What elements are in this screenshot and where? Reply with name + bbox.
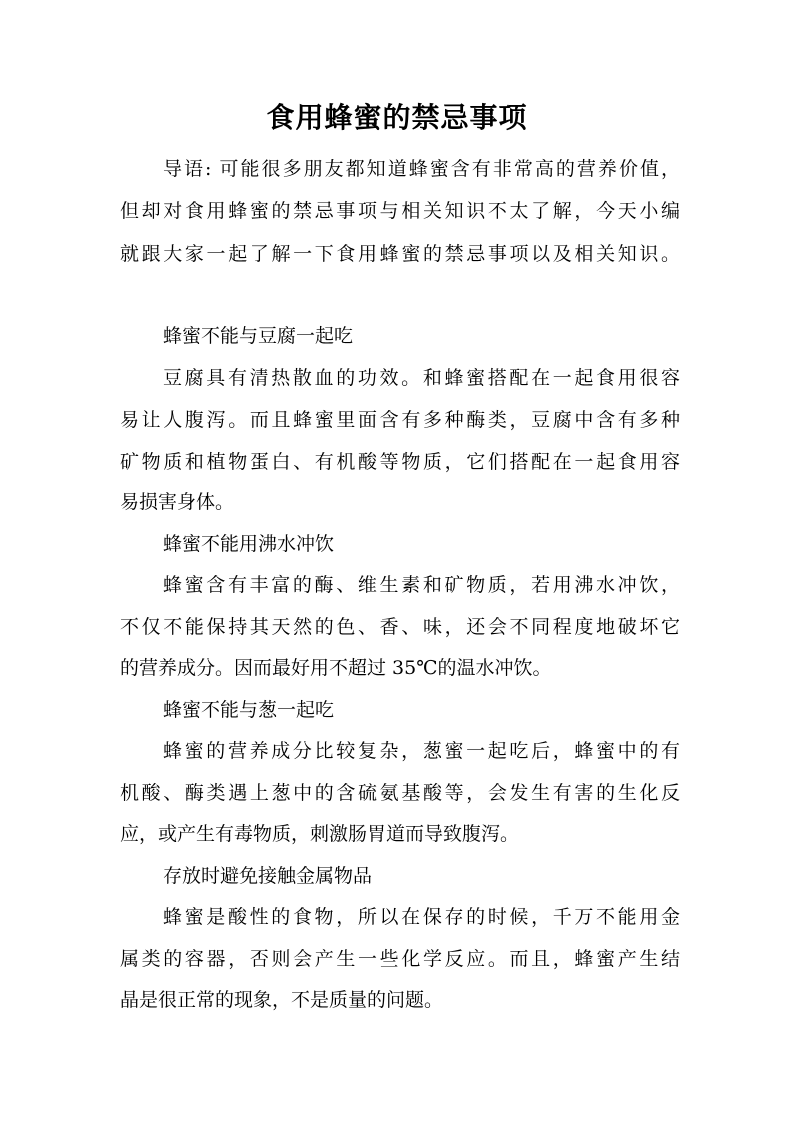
paragraph-line: 机酸、酶类遇上葱中的含硫氨基酸等，会发生有害的生化反	[120, 782, 680, 804]
paragraph-line: 矿物质和植物蛋白、有机酸等物质，它们搭配在一起食用容	[120, 451, 680, 473]
section-heading: 蜂蜜不能用沸水冲饮	[163, 533, 335, 555]
paragraph-line: 蜂蜜含有丰富的酶、维生素和矿物质，若用沸水冲饮，	[163, 574, 680, 596]
paragraph-line: 应，或产生有毒物质，刺激肠胃道而导致腹泻。	[120, 823, 520, 845]
section-heading: 蜂蜜不能与葱一起吃	[163, 699, 335, 721]
paragraph-line: 易让人腹泻。而且蜂蜜里面含有多种酶类，豆腐中含有多种	[120, 409, 680, 431]
section-heading: 存放时避免接触金属物品	[163, 865, 373, 887]
paragraph-line: 蜂蜜是酸性的食物，所以在保存的时候，千万不能用金	[163, 906, 680, 928]
intro-line: 就跟大家一起了解一下食用蜂蜜的禁忌事项以及相关知识。	[120, 243, 680, 265]
paragraph-line: 属类的容器，否则会产生一些化学反应。而且，蜂蜜产生结	[120, 948, 680, 970]
document-title: 食用蜂蜜的禁忌事项	[266, 101, 528, 134]
intro-line: 但却对食用蜂蜜的禁忌事项与相关知识不太了解，今天小编	[120, 200, 680, 222]
paragraph-line: 晶是很正常的现象，不是质量的问题。	[120, 989, 444, 1011]
paragraph-line: 易损害身体。	[120, 491, 235, 513]
section-heading: 蜂蜜不能与豆腐一起吃	[163, 325, 354, 347]
paragraph-line: 的营养成分。因而最好用不超过 35℃的温水冲饮。	[120, 657, 552, 679]
paragraph-line: 蜂蜜的营养成分比较复杂，葱蜜一起吃后，蜂蜜中的有	[163, 740, 680, 762]
paragraph-line: 豆腐具有清热散血的功效。和蜂蜜搭配在一起食用很容	[163, 367, 680, 389]
intro-line: 导语: 可能很多朋友都知道蜂蜜含有非常高的营养价值，	[163, 158, 680, 180]
paragraph-line: 不仅不能保持其天然的色、香、味，还会不同程度地破坏它	[120, 616, 680, 638]
